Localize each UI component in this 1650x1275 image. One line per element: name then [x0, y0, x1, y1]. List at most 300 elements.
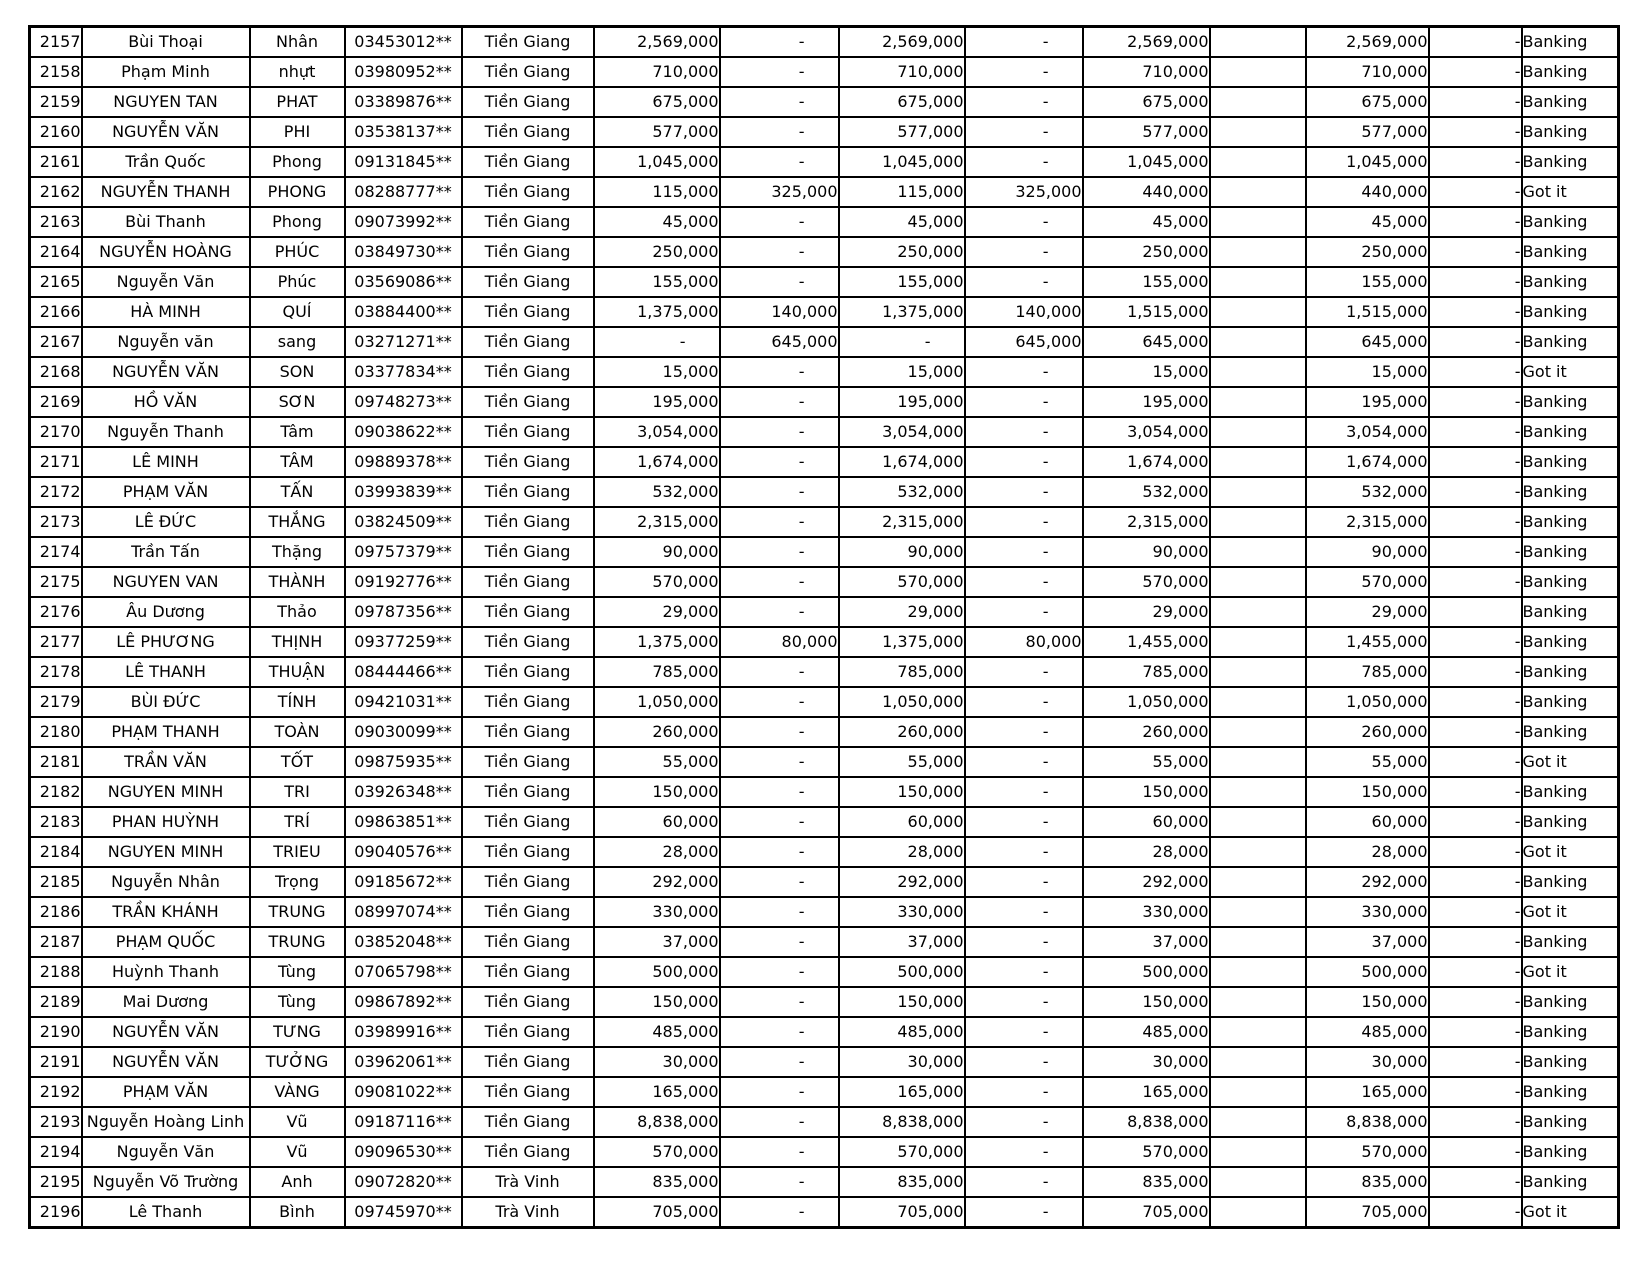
cell-spacer — [1210, 927, 1306, 957]
cell-status: Banking — [1522, 447, 1619, 477]
cell-first-name: QUÍ — [250, 297, 345, 327]
cell-status: Banking — [1522, 627, 1619, 657]
cell-last-name: NGUYEN MINH — [82, 837, 250, 867]
cell-amount-1: 500,000 — [594, 957, 720, 987]
cell-total-1: 532,000 — [1083, 477, 1210, 507]
cell-amount-3: 485,000 — [839, 1017, 965, 1047]
cell-phone-number: 03884400** — [345, 297, 462, 327]
cell-phone-number: 03852048** — [345, 927, 462, 957]
cell-row-number: 2157 — [30, 27, 82, 58]
cell-amount-3: 675,000 — [839, 87, 965, 117]
table-row — [30, 567, 1619, 597]
cell-total-2: 150,000 — [1306, 987, 1429, 1017]
cell-last-name: HỒ VĂN — [82, 387, 250, 417]
cell-total-1: 1,455,000 — [1083, 627, 1210, 657]
table-row — [30, 387, 1619, 417]
cell-total-2: 577,000 — [1306, 117, 1429, 147]
cell-total-2: 1,045,000 — [1306, 147, 1429, 177]
cell-spacer — [1210, 1047, 1306, 1077]
cell-amount-1: 292,000 — [594, 867, 720, 897]
cell-amount-1: 8,838,000 — [594, 1107, 720, 1137]
cell-row-number: 2166 — [30, 297, 82, 327]
cell-total-2: 440,000 — [1306, 177, 1429, 207]
cell-total-1: 90,000 — [1083, 537, 1210, 567]
cell-last-name: PHẠM THANH — [82, 717, 250, 747]
cell-first-name: Phúc — [250, 267, 345, 297]
cell-amount-3: 570,000 — [839, 1137, 965, 1167]
cell-last-name: PHẠM VĂN — [82, 477, 250, 507]
cell-amount-4: 645,000 — [965, 327, 1083, 357]
cell-phone-number: 03980952** — [345, 57, 462, 87]
cell-amount-1: 705,000 — [594, 1197, 720, 1228]
cell-amount-4: - — [965, 27, 1083, 58]
cell-dash: - — [1429, 657, 1522, 687]
cell-last-name: Nguyễn Văn — [82, 1137, 250, 1167]
table-row — [30, 87, 1619, 117]
cell-status: Banking — [1522, 1107, 1619, 1137]
cell-status: Got it — [1522, 357, 1619, 387]
cell-province: Tiền Giang — [462, 1017, 594, 1047]
cell-status: Banking — [1522, 657, 1619, 687]
cell-spacer — [1210, 807, 1306, 837]
cell-amount-2: - — [720, 657, 839, 687]
cell-total-2: 485,000 — [1306, 1017, 1429, 1047]
cell-phone-number: 09875935** — [345, 747, 462, 777]
cell-amount-1: 60,000 — [594, 807, 720, 837]
cell-amount-2: - — [720, 417, 839, 447]
cell-total-2: 250,000 — [1306, 237, 1429, 267]
cell-dash: - — [1429, 477, 1522, 507]
cell-amount-3: 1,674,000 — [839, 447, 965, 477]
cell-amount-3: 150,000 — [839, 987, 965, 1017]
cell-amount-1: 150,000 — [594, 777, 720, 807]
cell-province: Tiền Giang — [462, 147, 594, 177]
cell-province: Tiền Giang — [462, 207, 594, 237]
cell-amount-2: - — [720, 477, 839, 507]
cell-province: Tiền Giang — [462, 447, 594, 477]
cell-province: Tiền Giang — [462, 777, 594, 807]
cell-amount-1: 165,000 — [594, 1077, 720, 1107]
cell-spacer — [1210, 1137, 1306, 1167]
cell-row-number: 2160 — [30, 117, 82, 147]
cell-row-number: 2194 — [30, 1137, 82, 1167]
cell-phone-number: 08444466** — [345, 657, 462, 687]
cell-amount-2: - — [720, 147, 839, 177]
cell-status: Banking — [1522, 1017, 1619, 1047]
cell-dash: - — [1429, 327, 1522, 357]
cell-amount-2: - — [720, 447, 839, 477]
cell-amount-2: - — [720, 747, 839, 777]
cell-status: Got it — [1522, 747, 1619, 777]
cell-last-name: Nguyễn Hoàng Linh — [82, 1107, 250, 1137]
cell-last-name: Bùi Thanh — [82, 207, 250, 237]
cell-status: Banking — [1522, 987, 1619, 1017]
cell-row-number: 2183 — [30, 807, 82, 837]
table-row — [30, 357, 1619, 387]
cell-amount-4: - — [965, 87, 1083, 117]
cell-last-name: NGUYỄN HOÀNG — [82, 237, 250, 267]
cell-amount-1: 250,000 — [594, 237, 720, 267]
table-row — [30, 927, 1619, 957]
cell-amount-2: 645,000 — [720, 327, 839, 357]
cell-first-name: Phong — [250, 147, 345, 177]
cell-status: Got it — [1522, 897, 1619, 927]
cell-status: Banking — [1522, 927, 1619, 957]
cell-phone-number: 03453012** — [345, 27, 462, 58]
cell-amount-1: 195,000 — [594, 387, 720, 417]
cell-spacer — [1210, 837, 1306, 867]
cell-amount-4: - — [965, 1107, 1083, 1137]
cell-dash: - — [1429, 27, 1522, 58]
cell-amount-2: - — [720, 87, 839, 117]
cell-total-1: 485,000 — [1083, 1017, 1210, 1047]
cell-amount-1: 15,000 — [594, 357, 720, 387]
cell-phone-number: 09192776** — [345, 567, 462, 597]
cell-row-number: 2179 — [30, 687, 82, 717]
cell-total-2: 2,569,000 — [1306, 27, 1429, 58]
cell-first-name: nhựt — [250, 57, 345, 87]
cell-amount-2: - — [720, 1077, 839, 1107]
cell-phone-number: 03389876** — [345, 87, 462, 117]
cell-row-number: 2162 — [30, 177, 82, 207]
cell-spacer — [1210, 327, 1306, 357]
cell-total-1: 1,515,000 — [1083, 297, 1210, 327]
cell-dash: - — [1429, 777, 1522, 807]
cell-amount-3: 37,000 — [839, 927, 965, 957]
cell-total-2: 8,838,000 — [1306, 1107, 1429, 1137]
cell-phone-number: 03271271** — [345, 327, 462, 357]
cell-amount-3: 1,375,000 — [839, 297, 965, 327]
cell-row-number: 2192 — [30, 1077, 82, 1107]
cell-status: Banking — [1522, 147, 1619, 177]
cell-row-number: 2181 — [30, 747, 82, 777]
cell-row-number: 2168 — [30, 357, 82, 387]
cell-province: Tiền Giang — [462, 327, 594, 357]
cell-last-name: TRẦN VĂN — [82, 747, 250, 777]
table-row — [30, 867, 1619, 897]
cell-province: Tiền Giang — [462, 57, 594, 87]
table-row — [30, 27, 1619, 58]
cell-total-2: 292,000 — [1306, 867, 1429, 897]
cell-amount-3: 330,000 — [839, 897, 965, 927]
cell-amount-1: 45,000 — [594, 207, 720, 237]
cell-last-name: BÙI ĐỨC — [82, 687, 250, 717]
cell-first-name: PHONG — [250, 177, 345, 207]
cell-last-name: NGUYỄN VĂN — [82, 1047, 250, 1077]
cell-total-1: 1,050,000 — [1083, 687, 1210, 717]
cell-status: Banking — [1522, 567, 1619, 597]
cell-amount-2: - — [720, 537, 839, 567]
cell-row-number: 2164 — [30, 237, 82, 267]
cell-amount-3: 195,000 — [839, 387, 965, 417]
cell-dash: - — [1429, 267, 1522, 297]
cell-amount-1: 577,000 — [594, 117, 720, 147]
cell-total-1: 15,000 — [1083, 357, 1210, 387]
cell-province: Tiền Giang — [462, 507, 594, 537]
cell-amount-4: 80,000 — [965, 627, 1083, 657]
cell-amount-4: - — [965, 807, 1083, 837]
cell-total-1: 29,000 — [1083, 597, 1210, 627]
cell-amount-2: - — [720, 837, 839, 867]
table-row — [30, 657, 1619, 687]
cell-phone-number: 09081022** — [345, 1077, 462, 1107]
cell-amount-4: - — [965, 717, 1083, 747]
cell-amount-4: - — [965, 447, 1083, 477]
cell-total-1: 45,000 — [1083, 207, 1210, 237]
cell-last-name: NGUYEN MINH — [82, 777, 250, 807]
cell-spacer — [1210, 597, 1306, 627]
cell-row-number: 2158 — [30, 57, 82, 87]
cell-amount-1: 1,050,000 — [594, 687, 720, 717]
cell-spacer — [1210, 387, 1306, 417]
cell-row-number: 2191 — [30, 1047, 82, 1077]
cell-province: Tiền Giang — [462, 627, 594, 657]
cell-province: Tiền Giang — [462, 987, 594, 1017]
cell-first-name: TRÍ — [250, 807, 345, 837]
cell-spacer — [1210, 1017, 1306, 1047]
cell-first-name: sang — [250, 327, 345, 357]
cell-total-1: 155,000 — [1083, 267, 1210, 297]
table-row — [30, 777, 1619, 807]
cell-amount-4: - — [965, 537, 1083, 567]
cell-dash: - — [1429, 57, 1522, 87]
cell-amount-4: - — [965, 657, 1083, 687]
cell-amount-2: - — [720, 237, 839, 267]
cell-amount-2: - — [720, 1137, 839, 1167]
cell-row-number: 2186 — [30, 897, 82, 927]
cell-spacer — [1210, 207, 1306, 237]
cell-dash: - — [1429, 387, 1522, 417]
cell-total-1: 500,000 — [1083, 957, 1210, 987]
cell-amount-4: - — [965, 417, 1083, 447]
cell-status: Banking — [1522, 57, 1619, 87]
cell-last-name: Nguyễn văn — [82, 327, 250, 357]
cell-last-name: Nguyễn Nhân — [82, 867, 250, 897]
cell-total-1: 1,045,000 — [1083, 147, 1210, 177]
cell-last-name: NGUYỄN VĂN — [82, 357, 250, 387]
cell-amount-1: 55,000 — [594, 747, 720, 777]
cell-amount-4: - — [965, 867, 1083, 897]
cell-amount-2: - — [720, 387, 839, 417]
cell-amount-3: - — [839, 327, 965, 357]
cell-amount-2: - — [720, 717, 839, 747]
cell-amount-1: 2,569,000 — [594, 27, 720, 58]
cell-amount-2: - — [720, 807, 839, 837]
table-body — [30, 27, 1619, 1228]
cell-total-2: 570,000 — [1306, 567, 1429, 597]
cell-row-number: 2195 — [30, 1167, 82, 1197]
cell-dash: - — [1429, 237, 1522, 267]
cell-amount-4: - — [965, 597, 1083, 627]
cell-row-number: 2189 — [30, 987, 82, 1017]
cell-spacer — [1210, 897, 1306, 927]
cell-spacer — [1210, 957, 1306, 987]
cell-dash: - — [1429, 147, 1522, 177]
cell-dash: - — [1429, 87, 1522, 117]
cell-amount-1: 3,054,000 — [594, 417, 720, 447]
table-row — [30, 267, 1619, 297]
cell-first-name: Phong — [250, 207, 345, 237]
cell-amount-1: 150,000 — [594, 987, 720, 1017]
cell-amount-3: 570,000 — [839, 567, 965, 597]
cell-province: Tiền Giang — [462, 657, 594, 687]
cell-spacer — [1210, 477, 1306, 507]
cell-first-name: VÀNG — [250, 1077, 345, 1107]
cell-phone-number: 03989916** — [345, 1017, 462, 1047]
cell-total-2: 15,000 — [1306, 357, 1429, 387]
cell-first-name: THỊNH — [250, 627, 345, 657]
table-row — [30, 837, 1619, 867]
cell-total-1: 292,000 — [1083, 867, 1210, 897]
cell-amount-3: 1,375,000 — [839, 627, 965, 657]
cell-first-name: Thặng — [250, 537, 345, 567]
cell-spacer — [1210, 447, 1306, 477]
cell-first-name: SƠN — [250, 387, 345, 417]
cell-province: Tiền Giang — [462, 747, 594, 777]
cell-total-2: 29,000 — [1306, 597, 1429, 627]
table-row — [30, 1047, 1619, 1077]
cell-amount-1: 330,000 — [594, 897, 720, 927]
cell-last-name: PHAN HUỲNH — [82, 807, 250, 837]
cell-dash: - — [1429, 747, 1522, 777]
cell-row-number: 2196 — [30, 1197, 82, 1228]
cell-status: Banking — [1522, 867, 1619, 897]
cell-total-1: 150,000 — [1083, 987, 1210, 1017]
cell-last-name: NGUYỄN VĂN — [82, 117, 250, 147]
cell-amount-4: - — [965, 777, 1083, 807]
cell-amount-1: 28,000 — [594, 837, 720, 867]
cell-province: Tiền Giang — [462, 87, 594, 117]
cell-phone-number: 09421031** — [345, 687, 462, 717]
cell-spacer — [1210, 87, 1306, 117]
cell-province: Trà Vinh — [462, 1197, 594, 1228]
cell-dash: - — [1429, 927, 1522, 957]
cell-row-number: 2167 — [30, 327, 82, 357]
cell-phone-number: 09185672** — [345, 867, 462, 897]
cell-first-name: TỐT — [250, 747, 345, 777]
cell-phone-number: 08997074** — [345, 897, 462, 927]
cell-total-1: 710,000 — [1083, 57, 1210, 87]
cell-first-name: PHI — [250, 117, 345, 147]
cell-amount-4: - — [965, 147, 1083, 177]
cell-status: Got it — [1522, 1197, 1619, 1228]
cell-amount-2: 80,000 — [720, 627, 839, 657]
cell-total-2: 37,000 — [1306, 927, 1429, 957]
cell-phone-number: 09377259** — [345, 627, 462, 657]
cell-amount-4: - — [965, 237, 1083, 267]
cell-amount-2: - — [720, 117, 839, 147]
cell-last-name: Lê Thanh — [82, 1197, 250, 1228]
cell-row-number: 2184 — [30, 837, 82, 867]
cell-amount-4: - — [965, 57, 1083, 87]
cell-total-2: 30,000 — [1306, 1047, 1429, 1077]
table-row — [30, 477, 1619, 507]
cell-phone-number: 09038622** — [345, 417, 462, 447]
cell-amount-2: - — [720, 1197, 839, 1228]
cell-phone-number: 03993839** — [345, 477, 462, 507]
cell-amount-3: 30,000 — [839, 1047, 965, 1077]
cell-amount-2: - — [720, 507, 839, 537]
cell-dash: - — [1429, 1047, 1522, 1077]
cell-province: Tiền Giang — [462, 477, 594, 507]
cell-spacer — [1210, 237, 1306, 267]
cell-amount-4: - — [965, 567, 1083, 597]
cell-total-1: 28,000 — [1083, 837, 1210, 867]
cell-dash: - — [1429, 297, 1522, 327]
cell-spacer — [1210, 687, 1306, 717]
cell-total-1: 250,000 — [1083, 237, 1210, 267]
cell-spacer — [1210, 717, 1306, 747]
cell-amount-3: 28,000 — [839, 837, 965, 867]
table-row — [30, 57, 1619, 87]
cell-status: Banking — [1522, 687, 1619, 717]
table-row — [30, 807, 1619, 837]
cell-dash: - — [1429, 1017, 1522, 1047]
table-row — [30, 507, 1619, 537]
cell-amount-3: 8,838,000 — [839, 1107, 965, 1137]
cell-last-name: LÊ PHƯƠNG — [82, 627, 250, 657]
cell-phone-number: 09072820** — [345, 1167, 462, 1197]
cell-status: Banking — [1522, 507, 1619, 537]
cell-province: Tiền Giang — [462, 357, 594, 387]
table-row — [30, 1197, 1619, 1228]
cell-row-number: 2182 — [30, 777, 82, 807]
cell-amount-3: 710,000 — [839, 57, 965, 87]
cell-amount-3: 165,000 — [839, 1077, 965, 1107]
cell-amount-4: - — [965, 1137, 1083, 1167]
cell-spacer — [1210, 987, 1306, 1017]
cell-last-name: LÊ MINH — [82, 447, 250, 477]
cell-total-2: 150,000 — [1306, 777, 1429, 807]
cell-amount-1: 1,674,000 — [594, 447, 720, 477]
cell-province: Tiền Giang — [462, 1047, 594, 1077]
cell-province: Tiền Giang — [462, 1077, 594, 1107]
cell-amount-4: - — [965, 207, 1083, 237]
cell-amount-2: - — [720, 1017, 839, 1047]
cell-amount-1: 835,000 — [594, 1167, 720, 1197]
cell-total-1: 785,000 — [1083, 657, 1210, 687]
cell-row-number: 2175 — [30, 567, 82, 597]
cell-spacer — [1210, 627, 1306, 657]
cell-status: Got it — [1522, 957, 1619, 987]
cell-phone-number: 08288777** — [345, 177, 462, 207]
cell-last-name: LÊ THANH — [82, 657, 250, 687]
cell-amount-3: 3,054,000 — [839, 417, 965, 447]
cell-first-name: Tùng — [250, 957, 345, 987]
cell-total-1: 165,000 — [1083, 1077, 1210, 1107]
cell-total-2: 645,000 — [1306, 327, 1429, 357]
cell-amount-2: - — [720, 987, 839, 1017]
cell-phone-number: 09889378** — [345, 447, 462, 477]
cell-spacer — [1210, 297, 1306, 327]
table-row — [30, 1167, 1619, 1197]
cell-status: Banking — [1522, 1137, 1619, 1167]
cell-amount-4: - — [965, 957, 1083, 987]
cell-dash: - — [1429, 417, 1522, 447]
cell-first-name: Vũ — [250, 1137, 345, 1167]
cell-amount-1: 30,000 — [594, 1047, 720, 1077]
cell-spacer — [1210, 657, 1306, 687]
cell-amount-3: 150,000 — [839, 777, 965, 807]
cell-amount-4: - — [965, 687, 1083, 717]
cell-province: Tiền Giang — [462, 717, 594, 747]
cell-status: Banking — [1522, 807, 1619, 837]
cell-row-number: 2170 — [30, 417, 82, 447]
cell-amount-1: 260,000 — [594, 717, 720, 747]
cell-last-name: NGUYEN VAN — [82, 567, 250, 597]
cell-dash: - — [1429, 117, 1522, 147]
cell-status: Banking — [1522, 117, 1619, 147]
